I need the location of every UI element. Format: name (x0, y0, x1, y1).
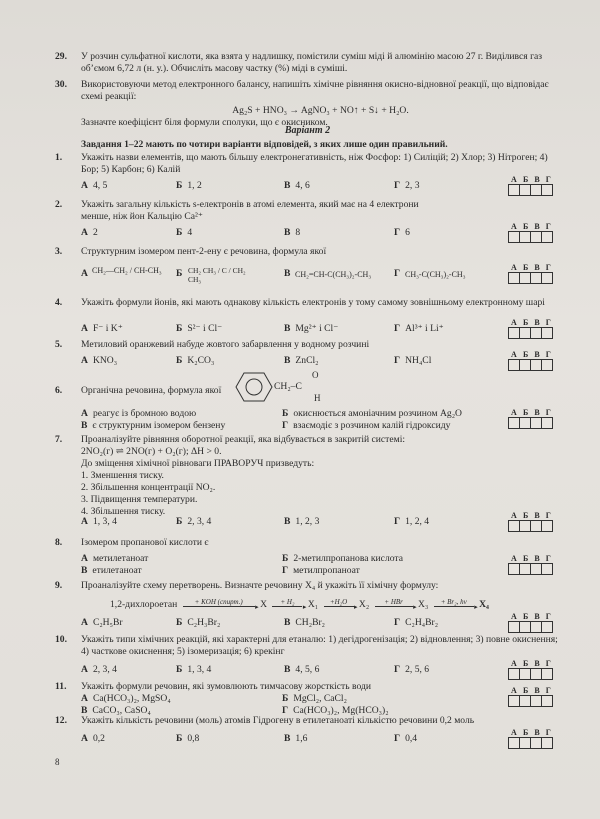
option-a: А F⁻ і K⁺ (81, 323, 123, 334)
option-g: Г 0,4 (394, 733, 418, 744)
option-b: Б MgCl₂, CaCl₂ (282, 693, 347, 704)
option-g: Г взаємодіє з розчином калій гідроксиду (282, 420, 451, 431)
scheme-product: X₃ (418, 599, 429, 610)
list-item: 1. Зменшення тиску. (81, 470, 164, 481)
answer-grid-q3[interactable]: А Б В Г (508, 263, 554, 284)
option-g: Г метилпропаноат (282, 565, 360, 576)
question-text: Проаналізуйте схему перетворень. Визначте речовину X₄ й укажіть її хімічну формулу: (81, 580, 439, 591)
option-a: А KNO₃ (81, 355, 118, 366)
question-number: 6. (55, 385, 63, 396)
answer-grid-q2[interactable]: А Б В Г (508, 222, 554, 243)
formula-chain: CH₂–C (274, 381, 302, 392)
question-number: 12. (55, 715, 67, 726)
option-g: Г 2, 3 (394, 180, 420, 191)
question-number: 29. (55, 51, 67, 62)
option-b: Б (176, 268, 183, 279)
question-text: Укажіть типи хімічних реакцій, які характерні для етаналю: 1) дегідрогенізація; 2) відновлення; 3) повне окиснення; 4) часткове окиснення; 5) ізомеризація; 6) крекінг (81, 634, 558, 657)
option-a: А C₂H₅Br (81, 617, 123, 628)
question-29 (55, 51, 560, 75)
question-10 (55, 634, 560, 658)
option-a: А 1, 3, 4 (81, 516, 117, 527)
question-prompt: До зміщення хімічної рівноваги ПРАВОРУЧ призведуть: (81, 458, 315, 469)
arrow-icon: + Br₂, hν ▸ (434, 598, 474, 607)
question-3 (55, 246, 560, 258)
scheme-product: X₄ (479, 599, 489, 610)
question-text: Укажіть формули речовин, які зумовлюють тимчасову жорсткість води (81, 681, 371, 692)
question-text: У розчин сульфатної кислоти, яка взята у надлишку, помістили суміш міді й алюмінію масою 27 г. Виділився газ об’ємом 6,72 л (н. у.). Обчисліть масову частку (%) міді в суміші. (81, 51, 543, 74)
option-b: Б 2, 3, 4 (176, 516, 212, 527)
question-12 (55, 715, 560, 727)
instructions-text: Завдання 1–22 мають по чотири варіанти відповідей, з яких лише один правильний. (81, 139, 448, 150)
option-b: Б S²⁻ і Cl⁻ (176, 323, 223, 334)
question-number: 2. (55, 199, 63, 210)
option-g: Г C₂H₄Br₂ (394, 617, 439, 628)
option-v: В Mg²⁺ і Cl⁻ (284, 323, 339, 334)
formula-g: CH₃-C(CH₃)₂-CH₃ (405, 270, 466, 279)
question-number: 4. (55, 297, 63, 308)
answer-grid-q9[interactable]: А Б В Г (508, 612, 554, 633)
arrow-icon: +H₂O ▸ (324, 598, 354, 607)
answer-grid-q4[interactable]: А Б В Г (508, 318, 554, 339)
scheme-start: 1,2-дихлороетан (110, 599, 178, 610)
answer-box-g[interactable] (541, 520, 553, 532)
question-note: Зазначте коефіцієнт біля формули сполуки, що є окисником. (81, 117, 328, 128)
list-item: 3. Підвищення температури. (81, 494, 198, 505)
question-text: Укажіть назви елементів, що мають більшу електронегативність, ніж Фосфор: 1) Силіцій; 2) Хлор; 3) Нітроген; 4) Бор; 5) Карбон; 6) Калій (81, 152, 548, 175)
benzene-ring-icon (234, 371, 274, 403)
option-v: В CH₂Br₂ (284, 617, 326, 628)
option-v: В CaCO₃, CaSO₄ (81, 705, 151, 716)
question-number: 11. (55, 681, 67, 692)
question-number: 1. (55, 152, 63, 163)
question-number: 5. (55, 339, 63, 350)
arrow-icon: + HBr ▸ (375, 598, 413, 607)
option-g: Г Al³⁺ і Li⁺ (394, 323, 444, 334)
option-v: В 4, 6 (284, 180, 310, 191)
option-a: А 4, 5 (81, 180, 108, 191)
scheme-product: X₁ (307, 599, 319, 610)
option-v: В 1, 2, 3 (284, 516, 320, 527)
question-text: Органічна речовина, формула якої (81, 385, 222, 396)
list-item: 4. Збільшення тиску. (81, 506, 166, 517)
option-v: В ZnCl₂ (284, 355, 319, 366)
answer-grid-q1[interactable]: А Б В Г (508, 175, 554, 196)
option-b: Б 1, 2 (176, 180, 202, 191)
question-30 (55, 79, 560, 129)
question-text: Структурним ізомером пент-2-ену є речовина, формула якої (81, 246, 327, 257)
question-text: Ізомером пропанової кислоти є (81, 537, 209, 548)
answer-box-g[interactable] (541, 668, 553, 680)
question-number: 10. (55, 634, 67, 645)
option-a: А Ca(HCO₃)₂, MgSO₄ (81, 693, 171, 704)
option-b: Б окиснюється амоніачним розчином Ag₂O (282, 408, 462, 419)
question-5 (55, 339, 560, 351)
option-v: В етилетаноат (81, 565, 142, 576)
answer-grid-q5[interactable]: А Б В Г (508, 350, 554, 371)
option-b: Б C₂H₃Br₂ (176, 617, 221, 628)
option-v: В 1,6 (284, 733, 308, 744)
answer-box-g[interactable] (541, 737, 553, 749)
answer-grid-q6[interactable]: А Б В Г (508, 408, 554, 429)
option-g: Г 1, 2, 4 (394, 516, 430, 527)
instructions (55, 139, 560, 151)
answer-grid-q11[interactable]: А Б В Г (508, 686, 554, 707)
answer-grid-q12[interactable]: А Б В Г (508, 728, 554, 749)
formula-oxygen: O (312, 370, 319, 380)
question-number: 3. (55, 246, 63, 257)
variant-title: Варіант 2 (284, 125, 331, 136)
option-v: В (284, 268, 291, 279)
question-text: Укажіть формули йонів, які мають однакову кількість електронів у тому самому зовнішньому електронному шарі (81, 297, 545, 308)
question-6 (55, 385, 560, 397)
reaction-equation: 2NO₂(г) ⇌ 2NO(г) + O₂(г); ΔH > 0. (81, 446, 222, 457)
scheme-product: X (260, 599, 268, 610)
question-text: Проаналізуйте рівняння оборотної реакції, яка відбувається в закритій системі: (81, 434, 406, 445)
option-b: Б 0,8 (176, 733, 200, 744)
option-a: А реагує із бромною водою (81, 408, 197, 419)
option-g: Г 6 (394, 227, 410, 238)
question-text: Використовуючи метод електронного балансу, напишіть хімічне рівняння окисно-відновної реакції, що відповідає схемі реакції: (81, 79, 549, 102)
question-1 (55, 152, 560, 176)
question-9 (55, 580, 560, 592)
option-a: А метилетаноат (81, 553, 149, 564)
answer-box-g[interactable] (541, 621, 553, 633)
answer-box-g[interactable] (541, 184, 553, 196)
transformation-scheme (110, 598, 489, 610)
answer-box-g[interactable] (541, 272, 553, 284)
answer-box-g[interactable] (541, 327, 553, 339)
reaction-equation: Ag₂S + HNO₃ → AgNO₃ + NO↑ + S↓ + H₂O. (232, 105, 409, 116)
option-g: Г 2, 5, 6 (394, 664, 430, 675)
option-a: А 2, 3, 4 (81, 664, 117, 675)
option-v: В є структурним ізомером бензену (81, 420, 226, 431)
option-a: А 2 (81, 227, 98, 238)
list-item: 2. Збільшення концентрації NO₂. (81, 482, 216, 493)
option-g: Г NH₄Cl (394, 355, 432, 366)
formula-b: CH₂ CH₃ / C / CH₂ CH₃ (188, 266, 246, 284)
formula-hydrogen: H (314, 393, 321, 403)
arrow-icon: + KOH (спирт.) ▸ (183, 598, 255, 607)
question-text: Укажіть кількість речовини (моль) атомів Гідрогену в етилетаноаті кількістю речовини 0,2 моль (81, 715, 475, 726)
question-4 (55, 297, 560, 309)
arrow-icon: + H₂ ▸ (272, 598, 302, 607)
answer-grid-q7[interactable]: А Б В Г (508, 511, 554, 532)
option-b: Б K₂CO₃ (176, 355, 215, 366)
option-a: А (81, 268, 88, 279)
question-number: 8. (55, 537, 63, 548)
question-number: 30. (55, 79, 67, 90)
formula-a: CH₂—CH₂ / CH-CH₃ (92, 266, 162, 275)
question-11 (55, 681, 560, 693)
answer-box-g[interactable] (541, 695, 553, 707)
answer-box-g[interactable] (541, 417, 553, 429)
option-b: Б 1, 3, 4 (176, 664, 212, 675)
question-number: 7. (55, 434, 63, 445)
answer-grid-q8[interactable]: А Б В Г (508, 554, 554, 575)
question-text: Метиловий оранжевий набуде жовтого забарвлення у водному розчині (81, 339, 370, 350)
option-g: Г Ca(HCO₃)₂, Mg(HCO₃)₂ (282, 705, 389, 716)
formula-v: CH₂=CH-C(CH₃)₂-CH₃ (295, 270, 372, 279)
option-g: Г (394, 268, 401, 279)
option-a: А 0,2 (81, 733, 105, 744)
question-2 (55, 199, 560, 223)
scheme-product: X₂ (358, 599, 370, 610)
page-number: 8 (55, 757, 60, 767)
answer-box-g[interactable] (541, 359, 553, 371)
option-v: В 8 (284, 227, 301, 238)
answer-box-g[interactable] (541, 231, 553, 243)
option-b: Б 4 (176, 227, 193, 238)
option-b: Б 2-метилпропанова кислота (282, 553, 403, 564)
option-v: В 4, 5, 6 (284, 664, 320, 675)
question-text: Укажіть загальну кількість s-електронів в атомі елемента, який має на 4 електрони менше, ніж йон Кальцію Ca²⁺ (81, 199, 419, 222)
question-number: 9. (55, 580, 63, 591)
question-7 (55, 434, 560, 518)
question-8 (55, 537, 560, 549)
answer-grid-q10[interactable]: А Б В Г (508, 659, 554, 680)
answer-box-g[interactable] (541, 563, 553, 575)
